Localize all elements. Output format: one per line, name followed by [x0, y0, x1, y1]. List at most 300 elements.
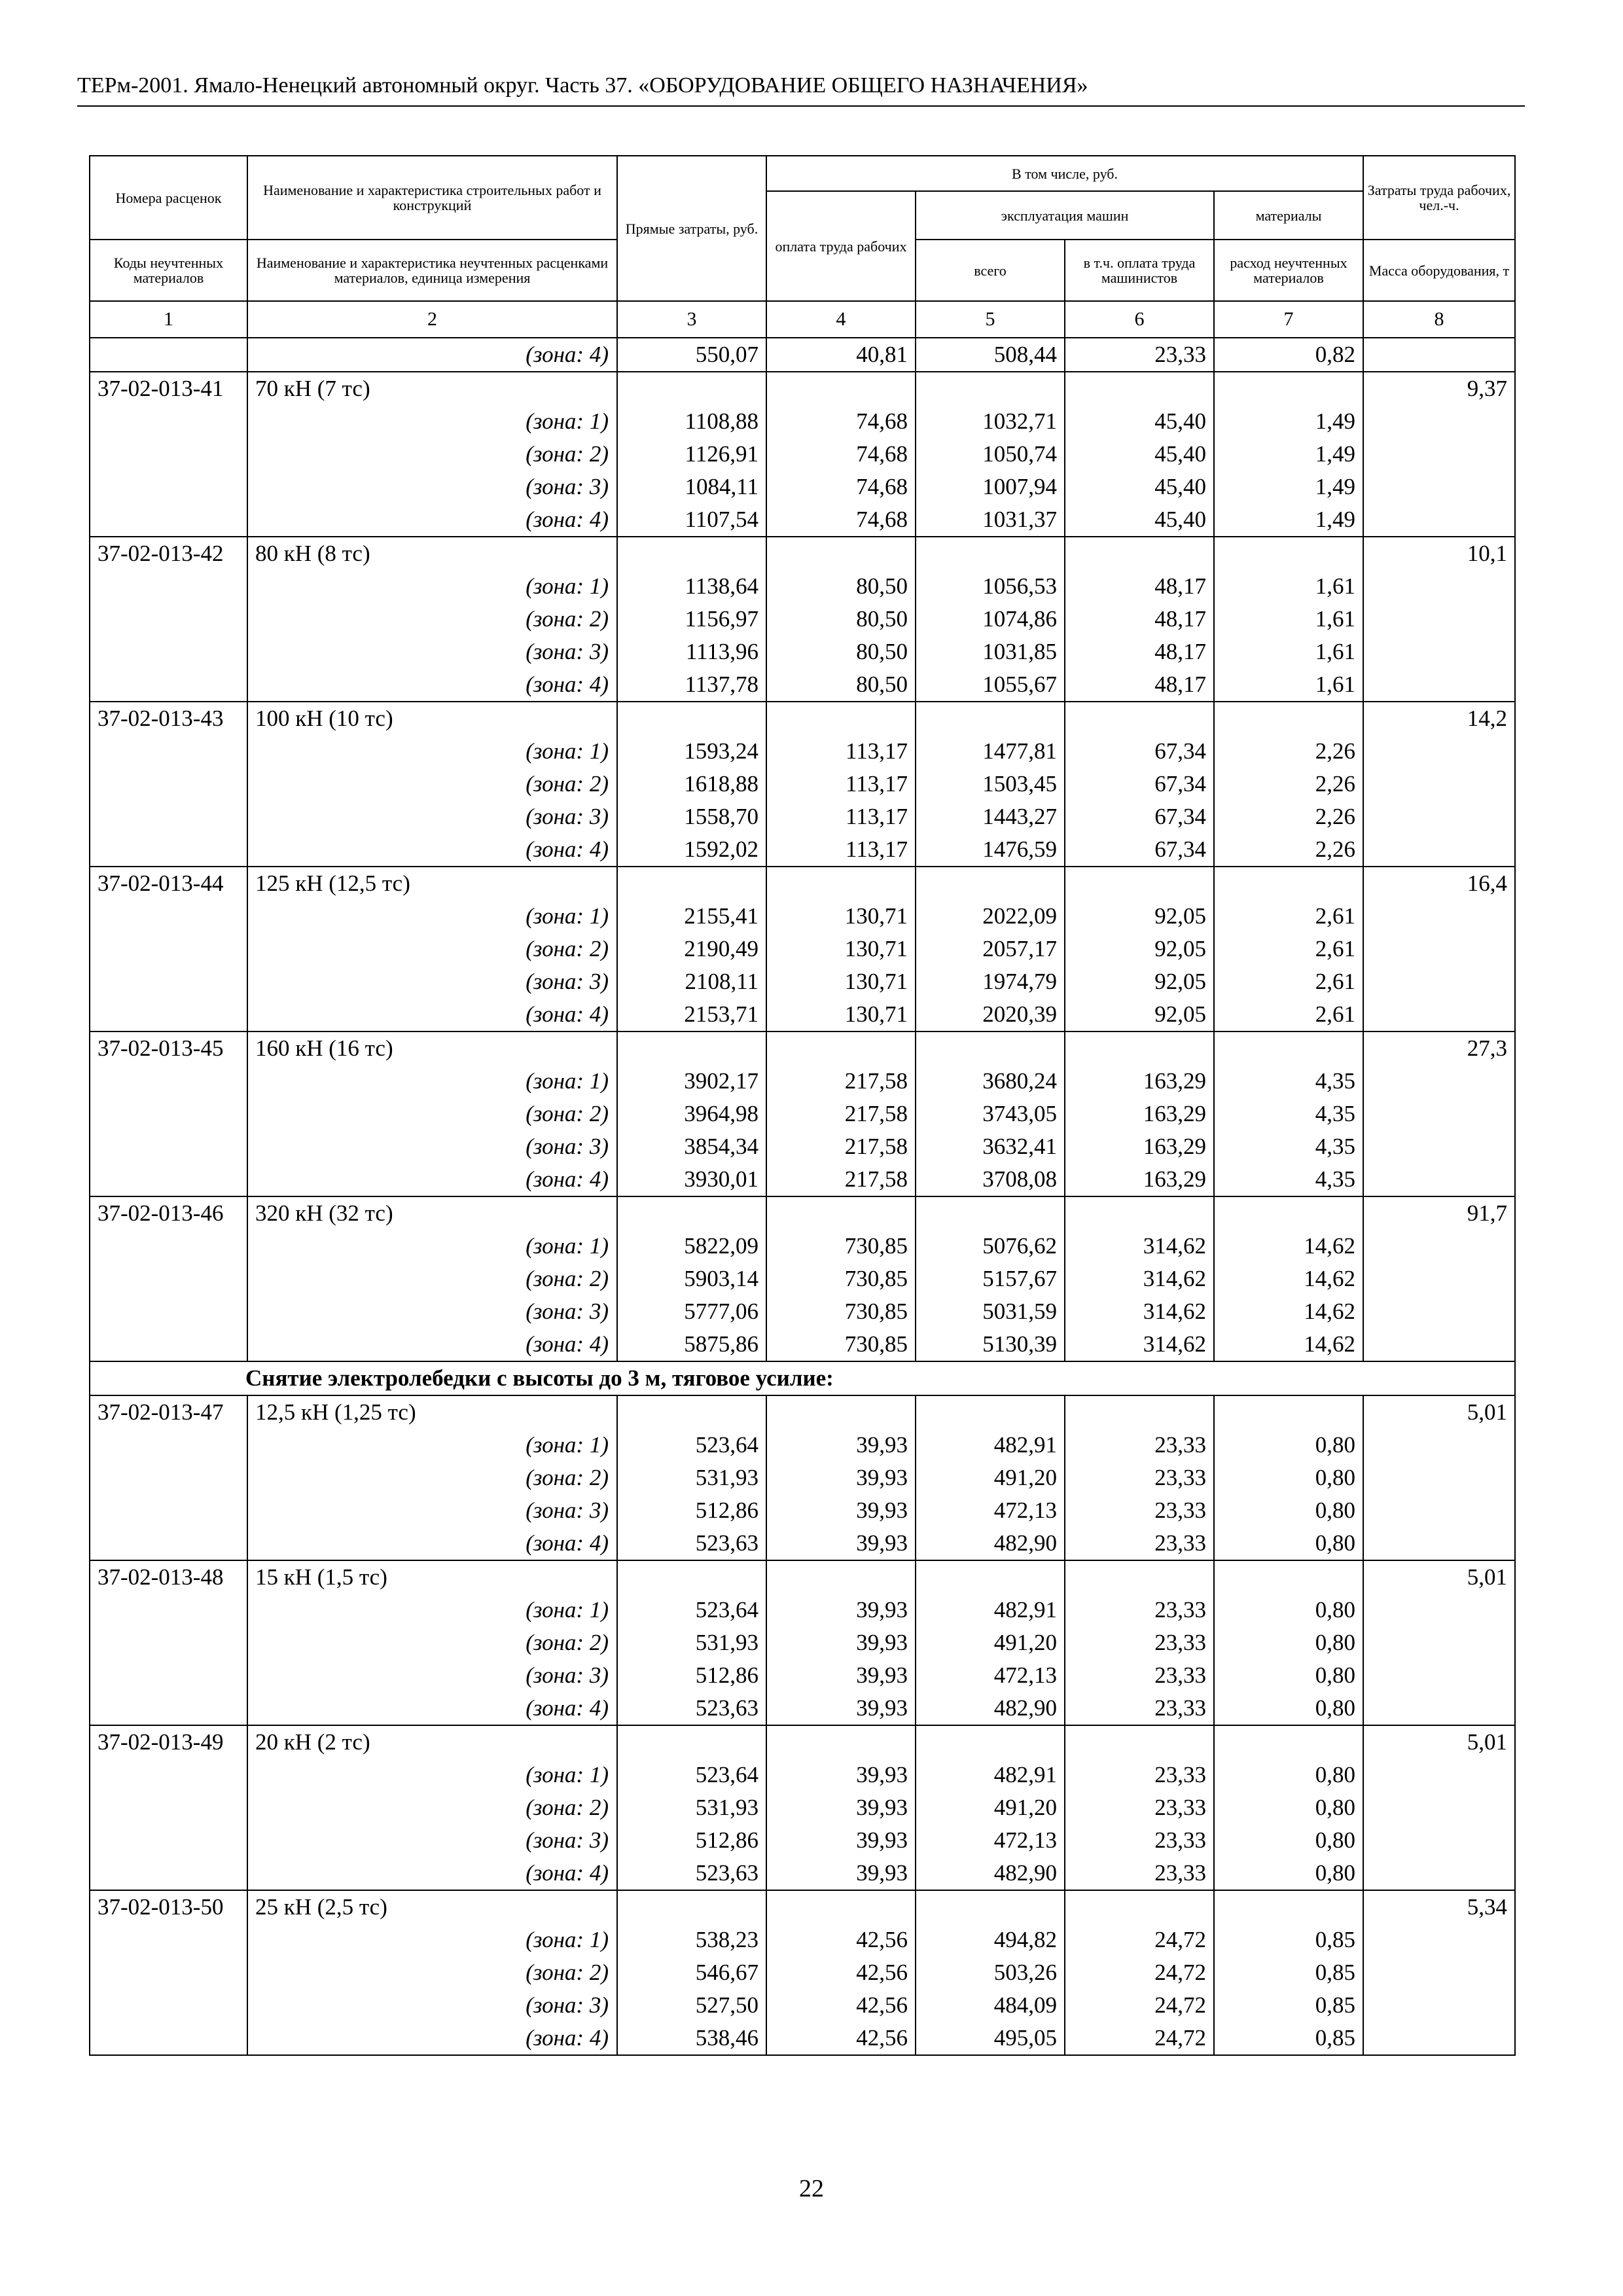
value-cell: 80,50: [766, 603, 916, 636]
value-empty: [1214, 702, 1363, 735]
zone-label: (зона: 1): [247, 1594, 617, 1626]
zone-label: (зона: 1): [247, 570, 617, 603]
rate-code-empty: [90, 900, 247, 933]
zone-row: [90, 503, 1515, 537]
value-cell: 2,61: [1214, 900, 1363, 933]
value-cell: 1974,79: [916, 965, 1065, 998]
value-cell: 491,20: [916, 1791, 1065, 1824]
header-material-name: Наименование и характеристика неучтенных расценками материалов, единица измерения: [247, 240, 617, 301]
value-cell: 2,61: [1214, 965, 1363, 998]
rate-name: 125 кН (12,5 тс): [247, 867, 617, 900]
zone-label: (зона: 4): [247, 1328, 617, 1361]
rate-code-empty: [90, 1230, 247, 1263]
value-cell: 3680,24: [916, 1065, 1065, 1098]
value-cell: 74,68: [766, 471, 916, 503]
rate-code-empty: [90, 1626, 247, 1659]
value-cell: 2190,49: [617, 933, 766, 965]
value-cell: 45,40: [1065, 405, 1214, 438]
labor-cost: 16,4: [1363, 867, 1515, 900]
rate-row: [90, 1560, 1515, 1594]
header-work-name: Наименование и характеристика строительных работ и конструкций: [247, 156, 617, 240]
value-cell: 42,56: [766, 1956, 916, 1989]
zone-label: (зона: 3): [247, 636, 617, 668]
value-empty: [766, 537, 916, 570]
value-cell: 482,91: [916, 1429, 1065, 1462]
labor-empty: [1363, 1462, 1515, 1494]
value-cell: 482,90: [916, 1692, 1065, 1725]
value-cell: 5157,67: [916, 1263, 1065, 1295]
value-cell: 39,93: [766, 1626, 916, 1659]
value-cell: 23,33: [1065, 1791, 1214, 1824]
value-cell: 2020,39: [916, 998, 1065, 1031]
value-cell: 1618,88: [617, 768, 766, 800]
zone-row: [90, 735, 1515, 768]
zone-label: (зона: 2): [247, 933, 617, 965]
zone-row: [90, 1098, 1515, 1130]
value-cell: 2155,41: [617, 900, 766, 933]
value-cell: 1084,11: [617, 471, 766, 503]
zone-row: [90, 1692, 1515, 1725]
value-cell: 484,09: [916, 1989, 1065, 2022]
value-empty: [1065, 867, 1214, 900]
labor-empty: [1363, 1924, 1515, 1956]
value-empty: [766, 1560, 916, 1594]
value-cell: 1055,67: [916, 668, 1065, 702]
value-cell: 1156,97: [617, 603, 766, 636]
page-header: ТЕРм-2001. Ямало-Ненецкий автономный округ. Часть 37. «ОБОРУДОВАНИЕ ОБЩЕГО НАЗНАЧЕНИЯ»: [77, 73, 1088, 98]
rate-code-empty: [90, 668, 247, 702]
value-empty: [617, 867, 766, 900]
value-cell: 5875,86: [617, 1328, 766, 1361]
labor-empty: [1363, 603, 1515, 636]
labor-empty: [1363, 503, 1515, 537]
value-cell: 217,58: [766, 1065, 916, 1098]
zone-label: (зона: 3): [247, 965, 617, 998]
value-empty: [916, 1395, 1065, 1429]
rate-name: 15 кН (1,5 тс): [247, 1560, 617, 1594]
labor-cost: 9,37: [1363, 372, 1515, 405]
zone-label: (зона: 2): [247, 1462, 617, 1494]
labor-empty: [1363, 933, 1515, 965]
value-cell: 2108,11: [617, 965, 766, 998]
rate-code-empty: [90, 965, 247, 998]
value-empty: [916, 1196, 1065, 1230]
value-cell: 1126,91: [617, 438, 766, 471]
value-cell: 42,56: [766, 1924, 916, 1956]
zone-label: (зона: 4): [247, 1857, 617, 1890]
rate-code: 37-02-013-44: [90, 867, 247, 900]
value-cell: 1477,81: [916, 735, 1065, 768]
rate-code-empty: [90, 1295, 247, 1328]
section-row: [90, 1361, 1515, 1395]
value-empty: [617, 537, 766, 570]
value-empty: [766, 1031, 916, 1065]
value-empty: [916, 1725, 1065, 1759]
rate-name: 25 кН (2,5 тс): [247, 1890, 617, 1924]
value-cell: 314,62: [1065, 1295, 1214, 1328]
value-cell: 23,33: [1065, 1494, 1214, 1527]
value-cell: 48,17: [1065, 603, 1214, 636]
value-cell: 491,20: [916, 1462, 1065, 1494]
value-cell: 2,61: [1214, 998, 1363, 1031]
rate-row: [90, 702, 1515, 735]
zone-label: (зона: 2): [247, 1098, 617, 1130]
value-cell: 1,61: [1214, 668, 1363, 702]
value-cell: 163,29: [1065, 1098, 1214, 1130]
rate-code-empty: [90, 933, 247, 965]
value-cell: 113,17: [766, 768, 916, 800]
zone-row: [90, 1263, 1515, 1295]
value-cell: 550,07: [617, 338, 766, 372]
rate-code-empty: [90, 603, 247, 636]
table-body: [90, 338, 1515, 2055]
zone-row: [90, 965, 1515, 998]
value-empty: [1214, 537, 1363, 570]
value-cell: 730,85: [766, 1295, 916, 1328]
value-cell: 23,33: [1065, 1857, 1214, 1890]
zone-label: (зона: 2): [247, 1791, 617, 1824]
zone-label: (зона: 2): [247, 1626, 617, 1659]
value-cell: 67,34: [1065, 800, 1214, 833]
rate-name: 70 кН (7 тс): [247, 372, 617, 405]
value-cell: 2022,09: [916, 900, 1065, 933]
rate-name: 160 кН (16 тс): [247, 1031, 617, 1065]
labor-empty: [1363, 1065, 1515, 1098]
zone-row: [90, 1924, 1515, 1956]
value-cell: 92,05: [1065, 900, 1214, 933]
value-cell: 0,80: [1214, 1494, 1363, 1527]
value-cell: 531,93: [617, 1462, 766, 1494]
value-empty: [766, 1890, 916, 1924]
price-table-container: [89, 155, 1514, 2056]
value-cell: 113,17: [766, 735, 916, 768]
rate-code-empty: [90, 1956, 247, 1989]
value-empty: [617, 1560, 766, 1594]
rate-name: 320 кН (32 тс): [247, 1196, 617, 1230]
rate-code-empty: [90, 1824, 247, 1857]
value-cell: 1476,59: [916, 833, 1065, 867]
value-empty: [1214, 372, 1363, 405]
rate-code-empty: [90, 503, 247, 537]
header-machine-operation: эксплуатация машин: [916, 191, 1214, 240]
zone-label: (зона: 4): [247, 1527, 617, 1560]
value-cell: 80,50: [766, 668, 916, 702]
zone-row: [90, 1626, 1515, 1659]
zone-row: [90, 1328, 1515, 1361]
rate-code-empty: [90, 471, 247, 503]
value-cell: 1113,96: [617, 636, 766, 668]
value-cell: 40,81: [766, 338, 916, 372]
value-empty: [1065, 702, 1214, 735]
zone-label: (зона: 1): [247, 900, 617, 933]
rate-row: [90, 1725, 1515, 1759]
rate-name: 20 кН (2 тс): [247, 1725, 617, 1759]
value-empty: [617, 1890, 766, 1924]
value-cell: 14,62: [1214, 1230, 1363, 1263]
value-cell: 0,82: [1214, 338, 1363, 372]
labor-empty: [1363, 1098, 1515, 1130]
value-empty: [1214, 1395, 1363, 1429]
value-cell: 5822,09: [617, 1230, 766, 1263]
rate-code-empty: [90, 1659, 247, 1692]
value-cell: 0,85: [1214, 1956, 1363, 1989]
header-rate-numbers: Номера расценок: [90, 156, 247, 240]
zone-label: (зона: 4): [247, 833, 617, 867]
value-cell: 5777,06: [617, 1295, 766, 1328]
value-cell: 0,80: [1214, 1626, 1363, 1659]
labor-cost: 14,2: [1363, 702, 1515, 735]
value-cell: 92,05: [1065, 998, 1214, 1031]
value-cell: 80,50: [766, 636, 916, 668]
header-rule: [77, 105, 1525, 107]
rate-code: 37-02-013-50: [90, 1890, 247, 1924]
rate-code-empty: [90, 998, 247, 1031]
value-cell: 531,93: [617, 1791, 766, 1824]
labor-empty: [1363, 735, 1515, 768]
value-cell: 163,29: [1065, 1163, 1214, 1196]
value-cell: 39,93: [766, 1594, 916, 1626]
value-cell: 2,26: [1214, 735, 1363, 768]
value-cell: 482,91: [916, 1759, 1065, 1791]
value-cell: 14,62: [1214, 1328, 1363, 1361]
value-cell: 39,93: [766, 1527, 916, 1560]
zone-label: (зона: 1): [247, 1429, 617, 1462]
value-cell: 3930,01: [617, 1163, 766, 1196]
value-cell: 1050,74: [916, 438, 1065, 471]
value-cell: 1031,37: [916, 503, 1065, 537]
value-cell: 24,72: [1065, 1956, 1214, 1989]
labor-empty: [1363, 1295, 1515, 1328]
value-cell: 3902,17: [617, 1065, 766, 1098]
value-cell: 482,90: [916, 1857, 1065, 1890]
labor-empty: [1363, 1594, 1515, 1626]
value-cell: 491,20: [916, 1626, 1065, 1659]
value-cell: 163,29: [1065, 1130, 1214, 1163]
zone-row: [90, 1494, 1515, 1527]
column-number: 8: [1363, 301, 1515, 338]
rate-code-empty: [90, 1857, 247, 1890]
rate-code-empty: [90, 570, 247, 603]
zone-label: (зона: 2): [247, 438, 617, 471]
rate-code-empty: [90, 1494, 247, 1527]
value-empty: [766, 1196, 916, 1230]
rate-code: 37-02-013-45: [90, 1031, 247, 1065]
value-cell: 1137,78: [617, 668, 766, 702]
labor-cost: 10,1: [1363, 537, 1515, 570]
value-cell: 39,93: [766, 1494, 916, 1527]
rate-code: 37-02-013-47: [90, 1395, 247, 1429]
labor-empty: [1363, 2022, 1515, 2055]
value-cell: 130,71: [766, 965, 916, 998]
value-cell: 3964,98: [617, 1098, 766, 1130]
value-cell: 24,72: [1065, 1989, 1214, 2022]
value-cell: 23,33: [1065, 1659, 1214, 1692]
rate-row: [90, 1395, 1515, 1429]
value-cell: 730,85: [766, 1230, 916, 1263]
rate-code-empty: [90, 1594, 247, 1626]
value-cell: 4,35: [1214, 1098, 1363, 1130]
value-cell: 24,72: [1065, 2022, 1214, 2055]
zone-label: (зона: 2): [247, 1263, 617, 1295]
rate-code-empty: [90, 1429, 247, 1462]
column-number-row: [90, 301, 1515, 338]
zone-row: [90, 1659, 1515, 1692]
value-cell: 5903,14: [617, 1263, 766, 1295]
value-cell: 113,17: [766, 833, 916, 867]
rate-code-empty: [90, 1791, 247, 1824]
value-empty: [1214, 1560, 1363, 1594]
column-number: 6: [1065, 301, 1214, 338]
value-empty: [1065, 1395, 1214, 1429]
value-empty: [766, 702, 916, 735]
value-cell: 523,64: [617, 1759, 766, 1791]
rate-code-empty: [90, 1263, 247, 1295]
value-cell: 1031,85: [916, 636, 1065, 668]
zone-label: (зона: 3): [247, 1659, 617, 1692]
value-cell: 472,13: [916, 1824, 1065, 1857]
rate-code-empty: [90, 1759, 247, 1791]
labor-empty: [1363, 1527, 1515, 1560]
value-cell: 1074,86: [916, 603, 1065, 636]
rate-code-empty: [90, 1462, 247, 1494]
labor-empty: [1363, 900, 1515, 933]
value-cell: 730,85: [766, 1263, 916, 1295]
zone-label: (зона: 1): [247, 1924, 617, 1956]
value-cell: 4,35: [1214, 1130, 1363, 1163]
value-empty: [916, 372, 1065, 405]
zone-row: [90, 833, 1515, 867]
zone-label: (зона: 1): [247, 405, 617, 438]
value-empty: [766, 1395, 916, 1429]
value-cell: 523,63: [617, 1692, 766, 1725]
labor-empty: [1363, 1328, 1515, 1361]
value-empty: [916, 1031, 1065, 1065]
zone-label: (зона: 3): [247, 1130, 617, 1163]
value-cell: 314,62: [1065, 1328, 1214, 1361]
zone-row: [90, 438, 1515, 471]
labor-cost: 27,3: [1363, 1031, 1515, 1065]
value-cell: 1592,02: [617, 833, 766, 867]
labor-empty: [1363, 1989, 1515, 2022]
zone-row: [90, 471, 1515, 503]
value-cell: 39,93: [766, 1857, 916, 1890]
zone-row: [90, 900, 1515, 933]
zone-label: (зона: 3): [247, 1295, 617, 1328]
value-cell: 482,90: [916, 1527, 1065, 1560]
value-empty: [1065, 537, 1214, 570]
value-cell: 495,05: [916, 2022, 1065, 2055]
zone-row: [90, 405, 1515, 438]
value-cell: 546,67: [617, 1956, 766, 1989]
labor-cost: 5,34: [1363, 1890, 1515, 1924]
value-cell: 523,64: [617, 1594, 766, 1626]
value-cell: 1503,45: [916, 768, 1065, 800]
rate-code-empty: [90, 800, 247, 833]
value-cell: 23,33: [1065, 1692, 1214, 1725]
rate-code-empty: [90, 405, 247, 438]
zone-row: [90, 1594, 1515, 1626]
value-cell: 130,71: [766, 900, 916, 933]
header-direct-costs: Прямые затраты, руб.: [617, 156, 766, 301]
value-cell: 45,40: [1065, 471, 1214, 503]
labor-empty: [1363, 1956, 1515, 1989]
zone-label: (зона: 4): [247, 503, 617, 537]
rate-code-empty: [90, 636, 247, 668]
value-empty: [1214, 1725, 1363, 1759]
rate-code-empty: [90, 1130, 247, 1163]
value-cell: 472,13: [916, 1659, 1065, 1692]
value-cell: 74,68: [766, 438, 916, 471]
value-cell: 48,17: [1065, 570, 1214, 603]
labor-empty: [1363, 338, 1515, 372]
zone-label: (зона: 4): [247, 998, 617, 1031]
value-cell: 508,44: [916, 338, 1065, 372]
labor-empty: [1363, 1857, 1515, 1890]
value-cell: 2153,71: [617, 998, 766, 1031]
value-cell: 23,33: [1065, 1594, 1214, 1626]
value-cell: 0,80: [1214, 1429, 1363, 1462]
rate-code: 37-02-013-43: [90, 702, 247, 735]
value-cell: 14,62: [1214, 1263, 1363, 1295]
labor-cost: 5,01: [1363, 1725, 1515, 1759]
rate-code-empty: [90, 1065, 247, 1098]
rate-row: [90, 1031, 1515, 1065]
value-empty: [1065, 1196, 1214, 1230]
value-cell: 2,26: [1214, 768, 1363, 800]
rate-name: 12,5 кН (1,25 тс): [247, 1395, 617, 1429]
value-cell: 23,33: [1065, 338, 1214, 372]
rate-code: 37-02-013-46: [90, 1196, 247, 1230]
zone-label: (зона: 2): [247, 1956, 617, 1989]
value-cell: 217,58: [766, 1098, 916, 1130]
zone-row: [90, 1065, 1515, 1098]
value-cell: 472,13: [916, 1494, 1065, 1527]
value-empty: [1214, 1196, 1363, 1230]
rate-code-empty: [90, 438, 247, 471]
value-cell: 0,85: [1214, 1924, 1363, 1956]
value-cell: 503,26: [916, 1956, 1065, 1989]
value-empty: [617, 372, 766, 405]
value-cell: 1,61: [1214, 570, 1363, 603]
value-cell: 314,62: [1065, 1230, 1214, 1263]
header-including: В том числе, руб.: [766, 156, 1363, 191]
rate-row: [90, 1196, 1515, 1230]
value-cell: 1032,71: [916, 405, 1065, 438]
rate-code-empty: [90, 2022, 247, 2055]
value-empty: [766, 867, 916, 900]
value-empty: [1065, 1031, 1214, 1065]
value-cell: 23,33: [1065, 1824, 1214, 1857]
zone-row: [90, 1130, 1515, 1163]
labor-empty: [1363, 570, 1515, 603]
value-cell: 4,35: [1214, 1065, 1363, 1098]
zone-row: [90, 570, 1515, 603]
value-cell: 39,93: [766, 1791, 916, 1824]
value-cell: 0,80: [1214, 1462, 1363, 1494]
rate-code: 37-02-013-42: [90, 537, 247, 570]
rate-name: 80 кН (8 тс): [247, 537, 617, 570]
labor-empty: [1363, 1230, 1515, 1263]
zone-label: (зона: 1): [247, 1230, 617, 1263]
zone-row: [90, 768, 1515, 800]
labor-empty: [1363, 1759, 1515, 1791]
rate-code: 37-02-013-49: [90, 1725, 247, 1759]
rate-code-empty: [90, 1692, 247, 1725]
rate-code-empty: [90, 1163, 247, 1196]
value-cell: 163,29: [1065, 1065, 1214, 1098]
value-cell: 130,71: [766, 998, 916, 1031]
rate-code-empty: [90, 1989, 247, 2022]
